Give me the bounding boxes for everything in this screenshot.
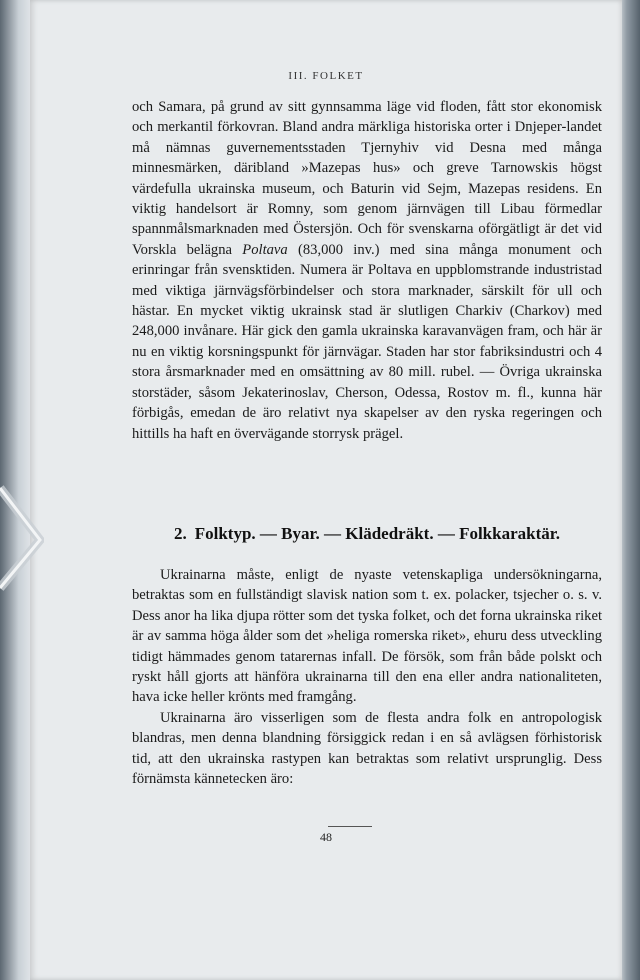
body-paragraph-1 — [132, 97, 602, 444]
paragraph-1-text-b: (83,000 inv.) med sina många monument och erinringar från svensktiden. Numera är Poltava en uppblomstrande industristad med viktiga järnvägsförbindelser och stora marknader, särskilt för ull och hästar. En mycket viktig ukrainsk stad är slutligen Charkiv (Charkov) med 248,000 invånare. Här gick den gamla ukrainska karavanvägen fram, och här är nu en viktig korsningspunkt för järnvägar. Staden har stor fabriksindustri och 4 stora årsmarknader med en omsättning av 80 mill. rubel. — Övriga ukrainska storstäder, såsom Jekaterinoslav, Cherson, Odessa, Rostov m. fl., kunna här förbigås, emedan de äro relativt nya skapelser av den ryska regeringen och hittills ha haft en övervägande storrysk prägel. — [132, 241, 602, 442]
section-heading — [132, 524, 602, 544]
section-title: Folktyp. — Byar. — Klädedräkt. — Folkkaraktär. — [194, 524, 560, 543]
body-paragraph-2: Ukrainarna måste, enligt de nyaste vetenskapliga undersökningarna, betraktas som en fullständigt slavisk nation som t. ex. polacker, tsjecher o. s. v. Dess anor ha lika djupa rötter som det tyska folket, och det forna ukrainska riket är av samma höga ålder som det »heliga romerska riket», ehuru dess utveckling tidigt hämmades genom tatarernas infall. De försök, som från både polskt och ryskt håll gjorts att hänföra ukrainarna till den ena eller andra nationaliteten, hava icke heller krönts med framgång. — [132, 567, 602, 706]
footer-rule — [328, 826, 372, 827]
body-paragraphs-section — [132, 565, 602, 789]
section-number: 2. — [174, 524, 187, 543]
page-number: 48 — [320, 830, 332, 844]
poltava-italic: Poltava — [242, 241, 288, 258]
book-page — [30, 0, 622, 980]
running-head: III. FOLKET — [288, 70, 364, 82]
bookmark-ribbon-icon — [0, 478, 44, 598]
paragraph-1-text-a: och Samara, på grund av sitt gynnsamma läge vid floden, fått stor ekonomisk och merkantil förkovran. Bland andra märkliga historiska orter i Dnjeper-landet må nämnas guvernementsstaden Tjernyhiv vid Desna med många minnesmärken, däribland »Mazepas hus» och greve Tarnowskis högst värdefulla ukrainska museum, och Baturin vid Sejm, Mazepas residens. En viktig handelsort är Romny, som genom järnvägen till Libau förmedlar spannmålsmarknaden med Östersjön. Och för svenskarna oförgätligt är det vid Vorskla belägna — [132, 99, 602, 258]
body-paragraph-3: Ukrainarna äro visserligen som de flesta andra folk en antropologisk blandras, men denna blandning försiggick redan i en så avlägsen förhistorisk tid, att den ukrainska rastypen kan betraktas som relativt ursprunglig. Dess förnämsta kännetecken äro: — [132, 709, 602, 788]
